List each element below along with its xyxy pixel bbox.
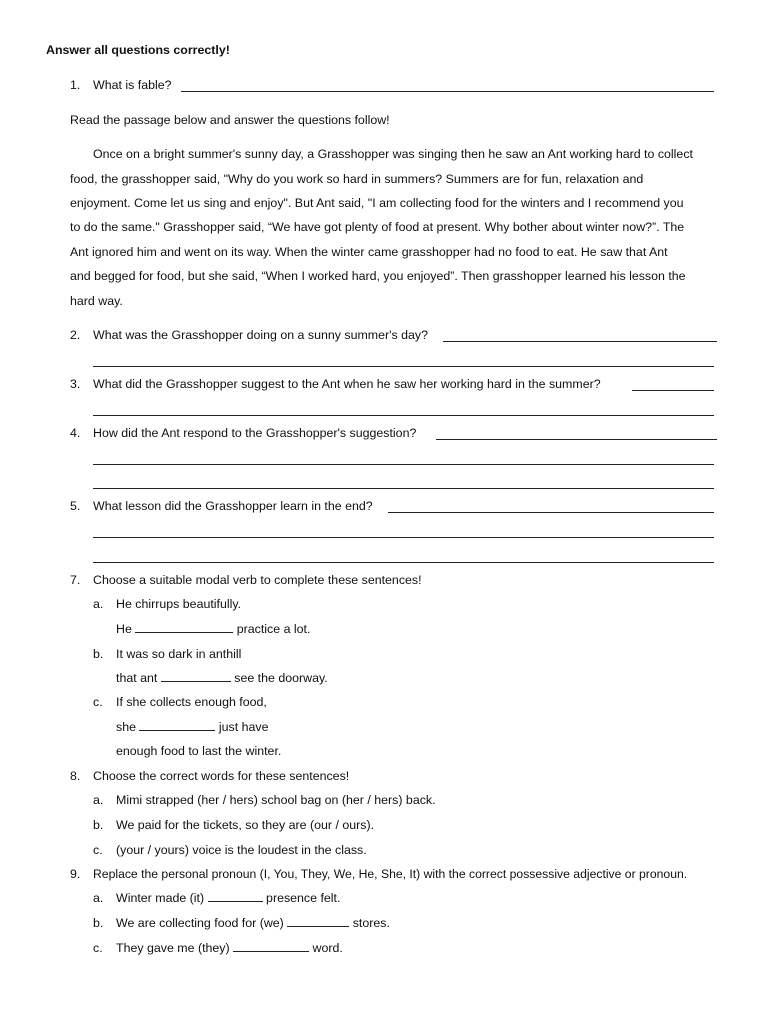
- q5-answer-line-2[interactable]: [93, 537, 714, 538]
- q9c-pre: They gave me (they): [116, 941, 230, 955]
- q9b-pre: We are collecting food for (we): [116, 916, 284, 930]
- q7b-line2: [116, 671, 328, 686]
- passage-line-6: and begged for food, but she said, “When I worked hard, you enjoyed”. Then grasshopper learned his lesson the: [70, 269, 686, 283]
- q9a-pre: Winter made (it): [116, 891, 205, 905]
- q3-text: What did the Grasshopper suggest to the Ant when he saw her working hard in the summer?: [93, 377, 601, 391]
- q4-number: 4.: [70, 426, 81, 440]
- passage-intro: Read the passage below and answer the questions follow!: [70, 113, 390, 127]
- q7a-pre: He: [116, 622, 132, 636]
- q8c-text: (your / yours) voice is the loudest in the class.: [116, 843, 367, 857]
- q7c-post: just have: [218, 720, 269, 734]
- q7a-line2: [116, 622, 310, 637]
- q7c-letter: c.: [93, 695, 103, 709]
- q9a-post: presence felt.: [266, 891, 341, 905]
- q8-number: 8.: [70, 769, 81, 783]
- q7c-blank[interactable]: [139, 720, 215, 731]
- q8-text: Choose the correct words for these sentences!: [93, 769, 350, 783]
- q7b-letter: b.: [93, 647, 104, 661]
- q2-number: 2.: [70, 328, 81, 342]
- q7a-line1: He chirrups beautifully.: [116, 597, 242, 611]
- q8c-letter: c.: [93, 843, 103, 857]
- q8b-text: We paid for the tickets, so they are (our / ours).: [116, 818, 375, 832]
- q4-answer-line-2[interactable]: [93, 464, 714, 465]
- q7-text: Choose a suitable modal verb to complete these sentences!: [93, 573, 422, 587]
- q9a-letter: a.: [93, 891, 104, 905]
- q5-answer-line[interactable]: [388, 512, 714, 513]
- passage-line-5: Ant ignored him and went on its way. When the winter came grasshopper had no food to eat. He saw that Ant: [70, 245, 668, 259]
- q3-number: 3.: [70, 377, 81, 391]
- q9c-line: [116, 941, 343, 956]
- q1-text: What is fable?: [93, 78, 172, 92]
- q2-text: What was the Grasshopper doing on a sunny summer's day?: [93, 328, 429, 342]
- q9a-blank[interactable]: [208, 891, 263, 902]
- q7a-letter: a.: [93, 597, 104, 611]
- q9b-line: [116, 916, 390, 931]
- q9c-blank[interactable]: [233, 941, 309, 952]
- q8b-letter: b.: [93, 818, 104, 832]
- q3-answer-line-2[interactable]: [93, 415, 714, 416]
- q7b-line1: It was so dark in anthill: [116, 647, 242, 661]
- q9b-post: stores.: [352, 916, 390, 930]
- q8a-letter: a.: [93, 793, 104, 807]
- q1-answer-line[interactable]: [181, 91, 714, 92]
- q9c-post: word.: [312, 941, 343, 955]
- q8a-text: Mimi strapped (her / hers) school bag on (her / hers) back.: [116, 793, 436, 807]
- q3-answer-line[interactable]: [632, 390, 714, 391]
- q7c-line1: If she collects enough food,: [116, 695, 267, 709]
- q9-text: Replace the personal pronoun (I, You, They, We, He, She, It) with the correct possessive adjective or pronoun.: [93, 867, 688, 881]
- q5-number: 5.: [70, 499, 81, 513]
- q5-text: What lesson did the Grasshopper learn in the end?: [93, 499, 373, 513]
- q7c-line3: enough food to last the winter.: [116, 744, 282, 758]
- passage-line-2: food, the grasshopper said, "Why do you work so hard in summers? Summers are for fun, relaxation and: [70, 172, 644, 186]
- q4-answer-line[interactable]: [436, 439, 717, 440]
- q7b-pre: that ant: [116, 671, 158, 685]
- q7-number: 7.: [70, 573, 81, 587]
- q9c-letter: c.: [93, 941, 103, 955]
- q5-answer-line-3[interactable]: [93, 562, 714, 563]
- q9-number: 9.: [70, 867, 81, 881]
- q1-number: 1.: [70, 78, 81, 92]
- q9a-line: [116, 891, 340, 906]
- q7b-post: see the doorway.: [234, 671, 328, 685]
- q2-answer-line[interactable]: [443, 341, 717, 342]
- q2-answer-line-2[interactable]: [93, 366, 714, 367]
- passage-line-4: to do the same." Grasshopper said, “We have got plenty of food at present. Why bother about winter now?”. The: [70, 220, 685, 234]
- q9b-letter: b.: [93, 916, 104, 930]
- q7c-line2: [116, 720, 268, 735]
- q7c-pre: she: [116, 720, 136, 734]
- q7a-blank[interactable]: [135, 622, 233, 633]
- q7a-post: practice a lot.: [236, 622, 311, 636]
- worksheet-title: Answer all questions correctly!: [46, 43, 230, 57]
- q4-answer-line-3[interactable]: [93, 488, 714, 489]
- q9b-blank[interactable]: [287, 916, 349, 927]
- passage-line-3: enjoyment. Come let us sing and enjoy". But Ant said, "I am collecting food for the winters and I recommend you: [70, 196, 684, 210]
- q7b-blank[interactable]: [161, 671, 231, 682]
- q4-text: How did the Ant respond to the Grasshopper's suggestion?: [93, 426, 417, 440]
- passage-line-7: hard way.: [70, 294, 123, 308]
- passage-line-1: Once on a bright summer's sunny day, a Grasshopper was singing then he saw an Ant working hard to collect: [93, 147, 693, 161]
